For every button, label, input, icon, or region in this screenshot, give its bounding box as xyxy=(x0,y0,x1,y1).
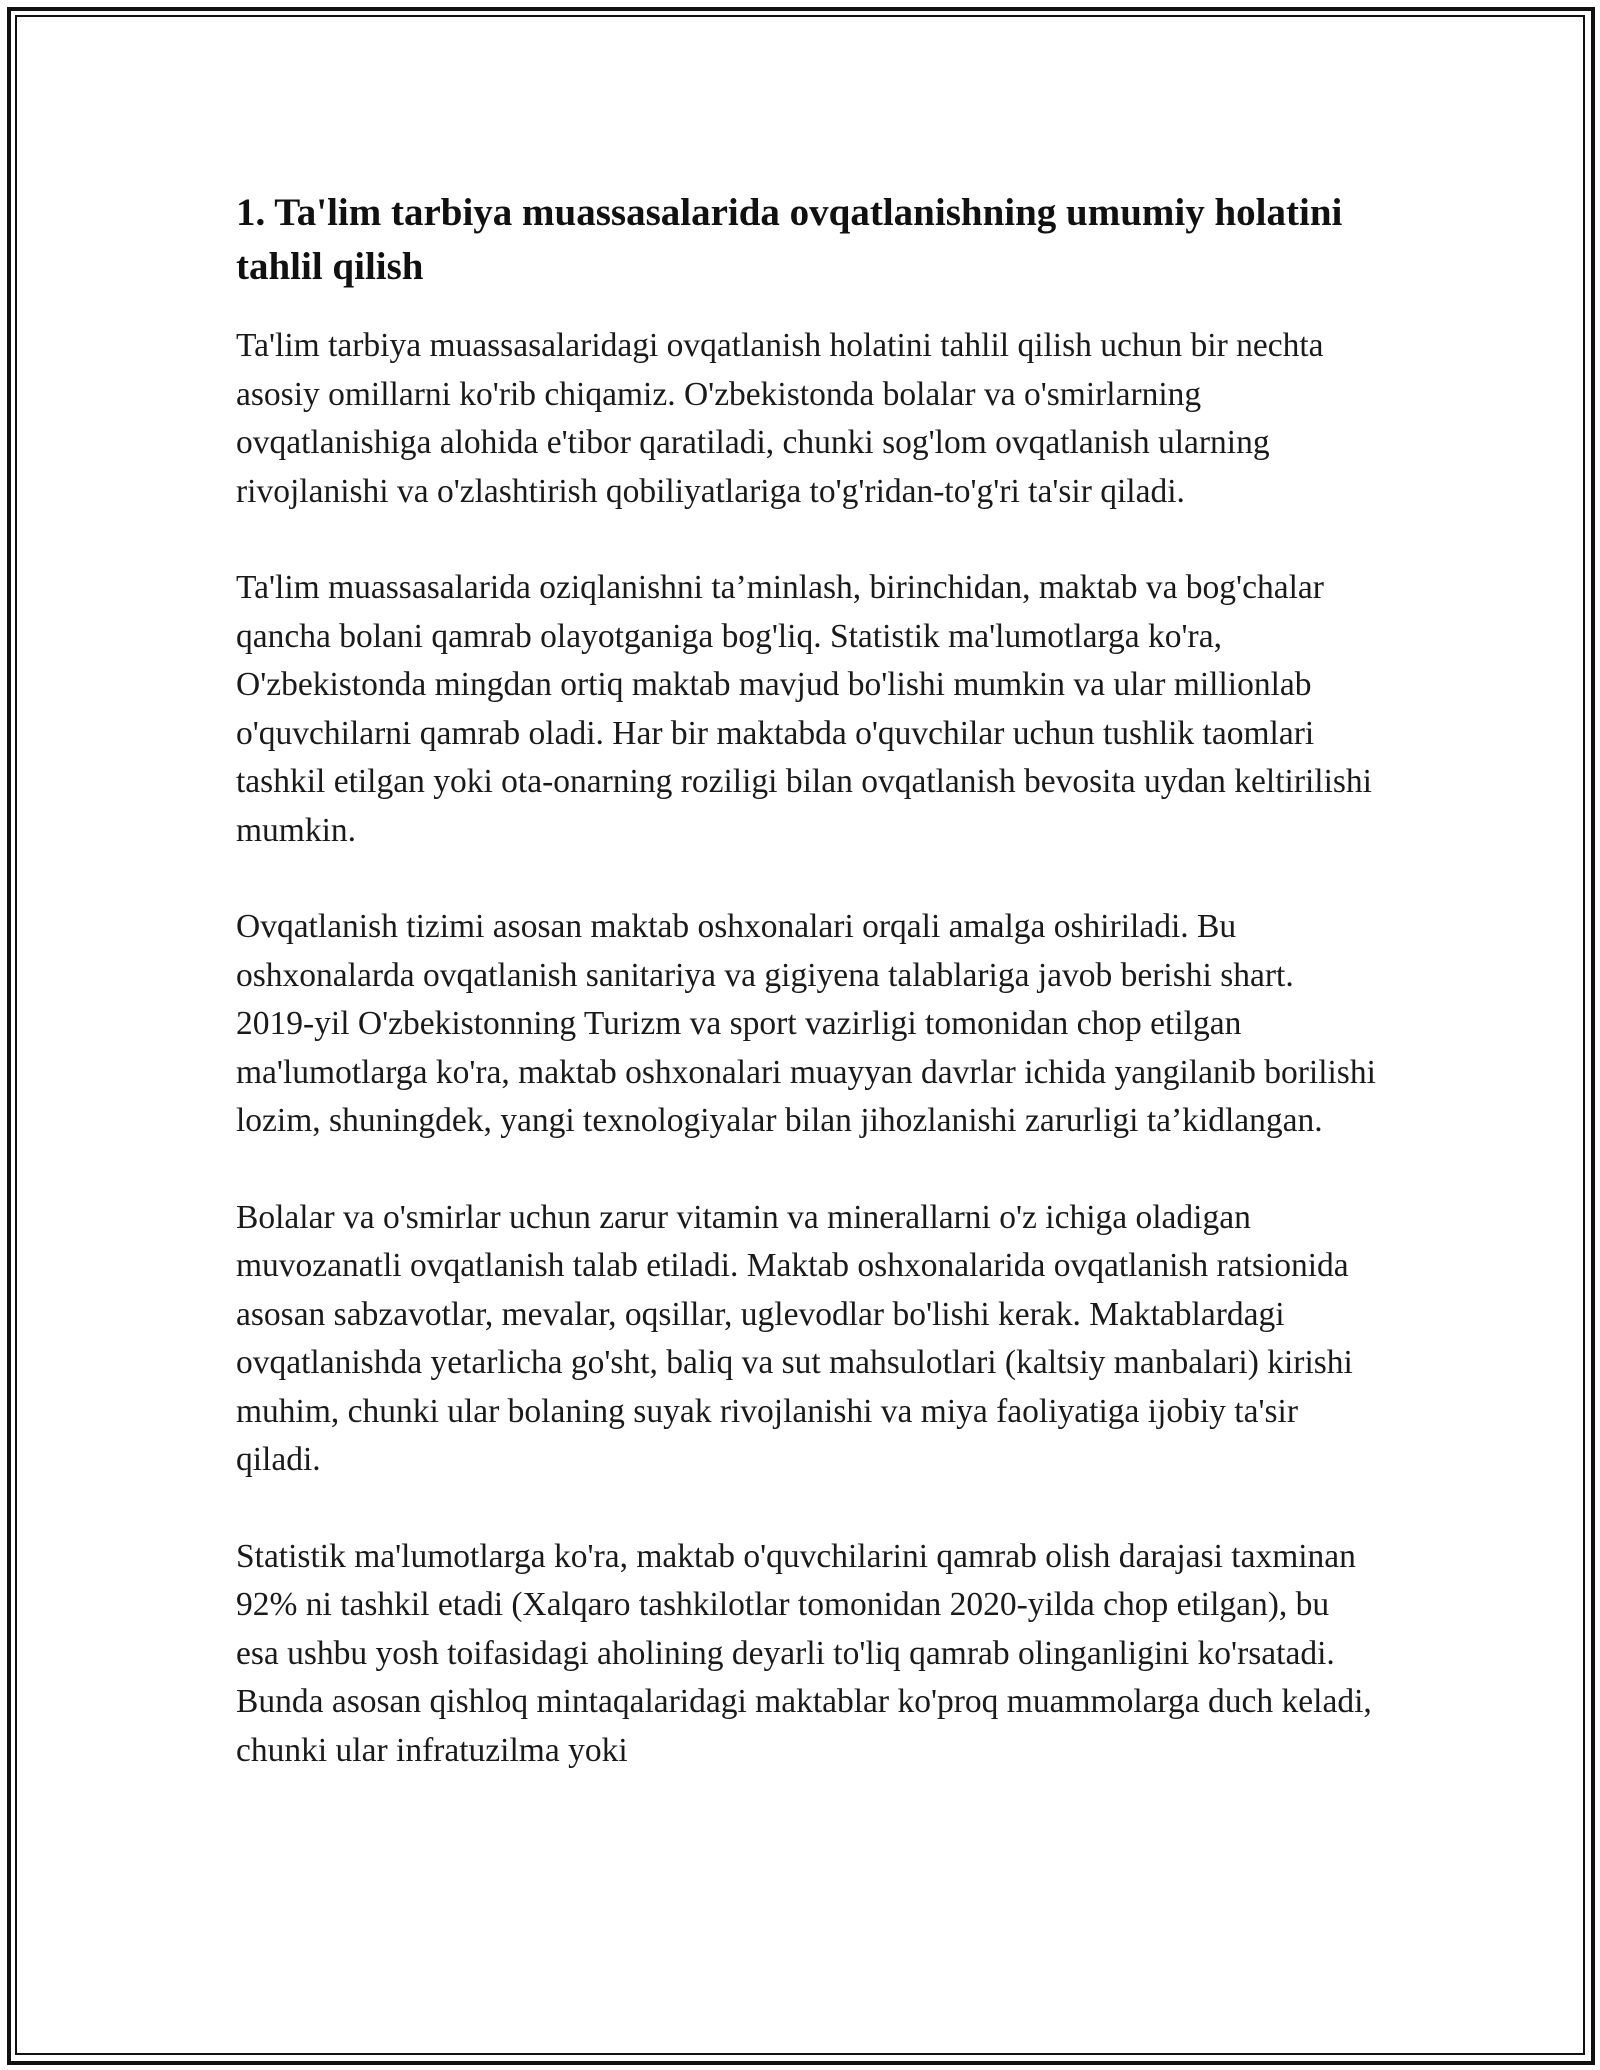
paragraph-1: Ta'lim tarbiya muassasalaridagi ovqatlanish holatini tahlil qilish uchun bir nechta asosiy omillarni ko'rib chiqamiz. O'zbekistonda bolalar va o'smirlarning ovqatlanishiga alohida e'tibor qaratiladi, chunki sog'lom ovqatlanish ularning rivojlanishi va o'zlashtirish qobiliyatlariga to'g'ridan-to'g'ri ta'sir qiladi. xyxy=(236,327,1324,510)
paragraph-5: Statistik ma'lumotlarga ko'ra, maktab o'quvchilarini qamrab olish darajasi taxminan 92% ni tashkil etadi (Xalqaro tashkilotlar tomonidan 2020-yilda chop etilgan), bu esa ushbu yosh toifasidagi aholining deyarli to'liq qamrab olinganligini ko'rsatadi. Bunda asosan qishloq mintaqalaridagi maktablar ko'proq muammolarga duch keladi, chunki ular infratuzilma yoki xyxy=(236,1537,1372,1769)
section-heading: 1. Ta'lim tarbiya muassasalarida ovqatlanishning umumiy holatini tahlil qilish xyxy=(236,191,1343,288)
document-body xyxy=(236,186,1376,1823)
paragraph-4: Bolalar va o'smirlar uchun zarur vitamin va minerallarni o'z ichiga oladigan muvozanatli ovqatlanish talab etiladi. Maktab oshxonalarida ovqatlanish ratsionida asosan sabzavotlar, mevalar, oqsillar, uglevodlar bo'lishi kerak. Maktablardagi ovqatlanishda yetarlicha go'sht, baliq va sut mahsulotlari (kaltsiy manbalari) kirishi muhim, chunki ular bolaning suyak rivojlanishi va miya faoliyatiga ijobiy ta'sir qiladi. xyxy=(236,1198,1353,1478)
paragraph-2: Ta'lim muassasalarida oziqlanishni ta’minlash, birinchidan, maktab va bog'chalar qancha bolani qamrab olayotganiga bog'liq. Statistik ma'lumotlarga ko'ra, O'zbekistonda mingdan ortiq maktab mavjud bo'lishi mumkin va ular millionlab o'quvchilarni qamrab oladi. Har bir maktabda o'quvchilar uchun tushlik taomlari tashkil etilgan yoki ota-onarning roziligi bilan ovqatlanish bevosita uydan keltirilishi mumkin. xyxy=(236,569,1372,849)
paragraph-3: Ovqatlanish tizimi asosan maktab oshxonalari orqali amalga oshiriladi. Bu oshxonalarda ovqatlanish sanitariya va gigiyena talablariga javob berishi shart. 2019-yil O'zbekistonning Turizm va sport vazirligi tomonidan chop etilgan ma'lumotlarga ko'ra, maktab oshxonalari muayyan davrlar ichida yangilanib borilishi lozim, shuningdek, yangi texnologiyalar bilan jihozlanishi zarurligi ta’kidlangan. xyxy=(236,908,1376,1139)
